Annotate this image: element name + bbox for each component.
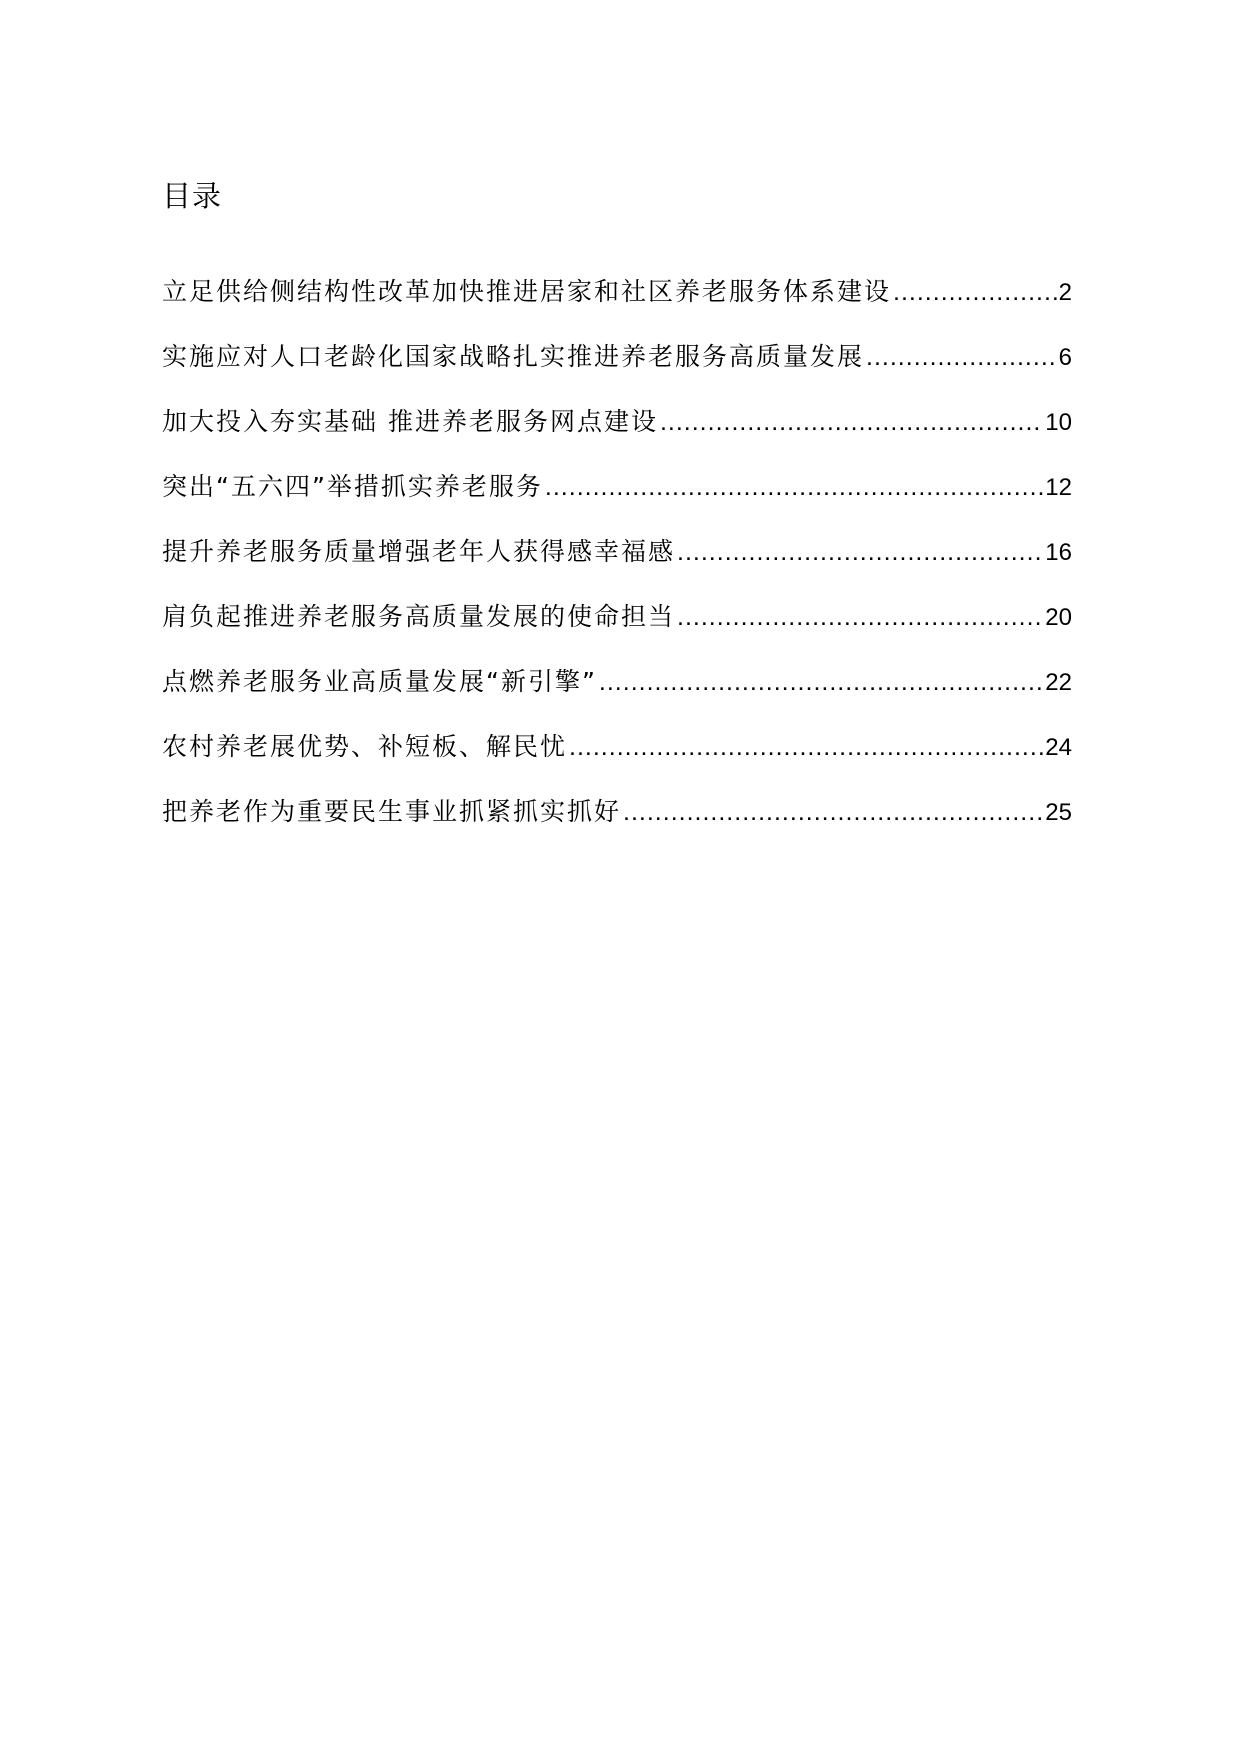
toc-entry-title: 提升养老服务质量增强老年人获得感幸福感	[162, 537, 676, 566]
toc-entry[interactable]	[162, 340, 1072, 405]
toc-dot-leader	[893, 275, 1057, 309]
toc-dot-leader	[866, 340, 1057, 374]
toc-dot-leader	[677, 535, 1043, 569]
toc-entry[interactable]	[162, 470, 1072, 535]
toc-entry[interactable]	[162, 405, 1072, 470]
toc-page-number: 16	[1045, 539, 1072, 566]
toc-dot-leader	[599, 665, 1043, 699]
toc-page-number: 22	[1045, 669, 1072, 696]
toc-entry-title: 加大投入夯实基础 推进养老服务网点建设	[162, 407, 658, 436]
toc-entry-title: 突出“五六四”举措抓实养老服务	[162, 472, 543, 501]
toc-dot-leader	[545, 470, 1043, 504]
toc-dot-leader	[569, 730, 1043, 764]
toc-entry-title: 把养老作为重要民生事业抓紧抓实抓好	[162, 797, 622, 826]
toc-page-number: 10	[1045, 409, 1072, 436]
toc-entry[interactable]	[162, 600, 1072, 665]
toc-entry[interactable]	[162, 665, 1072, 730]
toc-entry-title: 农村养老展优势、补短板、解民忧	[162, 732, 568, 761]
toc-list	[162, 275, 1072, 860]
toc-page-number: 24	[1045, 734, 1072, 761]
toc-entry-title: 实施应对人口老龄化国家战略扎实推进养老服务高质量发展	[162, 342, 865, 371]
toc-dot-leader	[677, 600, 1043, 634]
toc-dot-leader	[623, 795, 1043, 829]
toc-entry-title: 立足供给侧结构性改革加快推进居家和社区养老服务体系建设	[162, 277, 892, 306]
toc-entry-title: 肩负起推进养老服务高质量发展的使命担当	[162, 602, 676, 631]
toc-entry[interactable]	[162, 795, 1072, 860]
toc-entry[interactable]	[162, 275, 1072, 340]
toc-page-number: 12	[1045, 474, 1072, 501]
toc-entry[interactable]	[162, 730, 1072, 795]
toc-dot-leader	[660, 405, 1043, 439]
toc-entry[interactable]	[162, 535, 1072, 600]
toc-page-number: 2	[1058, 279, 1072, 306]
toc-page-number: 6	[1058, 344, 1072, 371]
toc-page-number: 20	[1045, 604, 1072, 631]
toc-title: 目录	[162, 179, 223, 213]
toc-entry-title: 点燃养老服务业高质量发展“新引擎”	[162, 667, 597, 696]
toc-page-number: 25	[1045, 799, 1072, 826]
